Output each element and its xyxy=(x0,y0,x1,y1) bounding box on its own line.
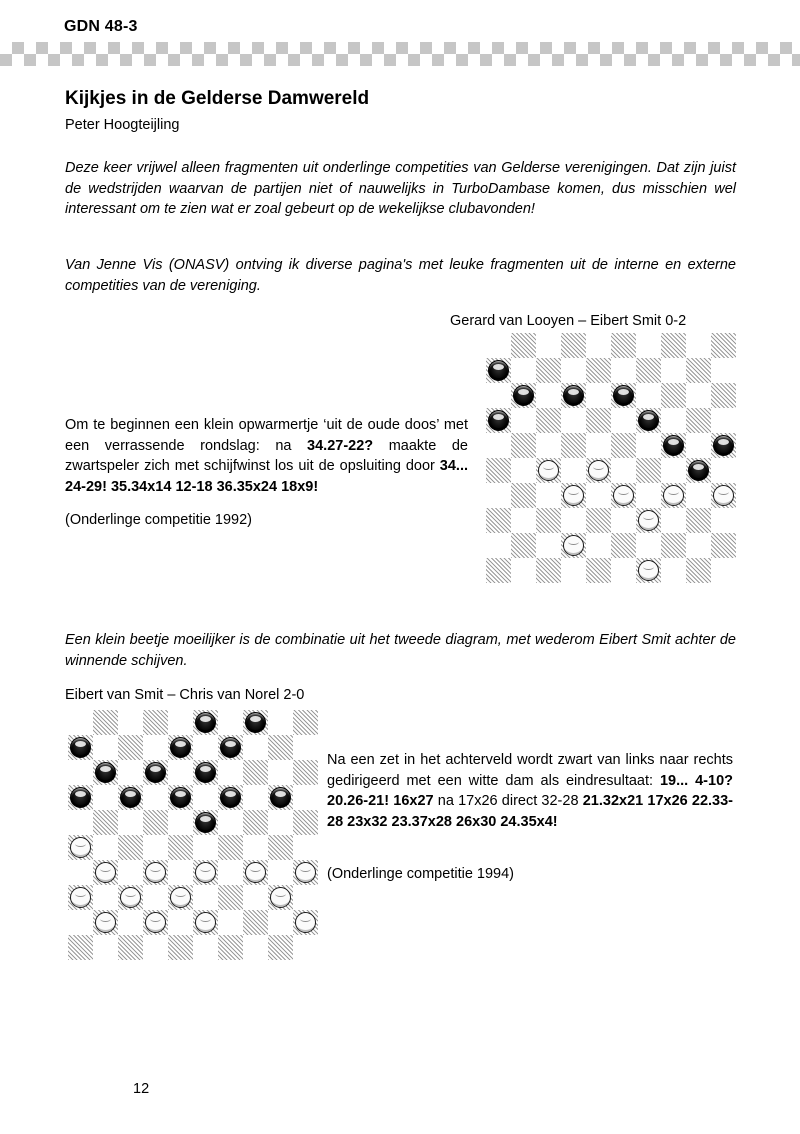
white-piece xyxy=(245,862,266,883)
white-piece xyxy=(70,837,91,858)
checker-band-cell xyxy=(444,42,456,54)
checker-band-cell xyxy=(288,54,300,66)
board-square-light xyxy=(586,533,611,558)
board-square-dark xyxy=(611,533,636,558)
checker-band-cell xyxy=(564,42,576,54)
board-square-dark xyxy=(686,558,711,583)
checker-band-cell xyxy=(180,42,192,54)
checker-band-cell xyxy=(96,54,108,66)
board-square-light xyxy=(68,860,93,885)
board-square-dark xyxy=(661,383,686,408)
board-square-light xyxy=(243,935,268,960)
checker-band-cell xyxy=(108,42,120,54)
checker-band-cell xyxy=(744,54,756,66)
black-piece xyxy=(170,737,191,758)
board-square-light xyxy=(686,383,711,408)
board-square-light xyxy=(93,735,118,760)
checker-band-cell xyxy=(540,42,552,54)
board-square-light xyxy=(611,458,636,483)
board-square-dark xyxy=(168,935,193,960)
board-square-light xyxy=(486,483,511,508)
black-piece xyxy=(563,385,584,406)
white-piece xyxy=(145,912,166,933)
board-square-dark xyxy=(586,508,611,533)
checker-band-cell xyxy=(672,54,684,66)
middle-paragraph: Een klein beetje moeilijker is de combinatie uit het tweede diagram, met wederom Eibert Smit achter de winnende schijven. xyxy=(65,632,736,669)
board-square-light xyxy=(661,558,686,583)
board-square-dark xyxy=(218,835,243,860)
black-piece xyxy=(488,360,509,381)
checker-band-cell xyxy=(324,42,336,54)
board-square-light xyxy=(611,408,636,433)
white-piece xyxy=(70,887,91,908)
black-piece xyxy=(220,737,241,758)
board-square-dark xyxy=(486,508,511,533)
board-square-dark xyxy=(118,835,143,860)
board-square-dark xyxy=(561,433,586,458)
running-head: GDN 48-3 xyxy=(64,18,138,35)
white-piece xyxy=(195,912,216,933)
board-square-light xyxy=(193,935,218,960)
fragment-1-caption: Gerard van Looyen – Eibert Smit 0-2 xyxy=(450,313,687,329)
board-square-light xyxy=(118,810,143,835)
board-square-light xyxy=(686,333,711,358)
draughts-board-1 xyxy=(486,333,736,583)
board-square-light xyxy=(218,910,243,935)
checker-band-cell xyxy=(384,54,396,66)
board-square-dark xyxy=(268,835,293,860)
board-square-dark xyxy=(511,433,536,458)
board-square-light xyxy=(268,810,293,835)
checker-band-row-bottom xyxy=(0,54,800,66)
board-square-dark xyxy=(243,910,268,935)
board-square-light xyxy=(636,333,661,358)
white-piece xyxy=(270,887,291,908)
checker-band-cell xyxy=(132,42,144,54)
checker-band-cell xyxy=(648,54,660,66)
board-square-light xyxy=(611,558,636,583)
checker-band-cell xyxy=(528,54,540,66)
board-square-light xyxy=(68,760,93,785)
white-piece xyxy=(95,912,116,933)
board-square-light xyxy=(511,558,536,583)
board-square-light xyxy=(636,483,661,508)
board-square-light xyxy=(293,785,318,810)
checker-band-cell xyxy=(264,54,276,66)
board-square-dark xyxy=(561,333,586,358)
checker-band-cell xyxy=(696,54,708,66)
board-square-dark xyxy=(711,333,736,358)
checker-band-cell xyxy=(432,54,444,66)
black-piece xyxy=(195,812,216,833)
board-square-light xyxy=(511,408,536,433)
board-square-light xyxy=(611,358,636,383)
intro-paragraph-2: Van Jenne Vis (ONASV) ontving ik diverse pagina's met leuke fragmenten uit de interne en externe competities van de vereniging. xyxy=(65,257,736,294)
board-square-light xyxy=(93,885,118,910)
checker-band-cell xyxy=(756,42,768,54)
black-piece xyxy=(488,410,509,431)
board-square-light xyxy=(143,785,168,810)
board-square-dark xyxy=(611,333,636,358)
board-square-dark xyxy=(168,835,193,860)
black-piece xyxy=(713,435,734,456)
board-square-dark xyxy=(586,408,611,433)
board-square-light xyxy=(636,433,661,458)
board-square-light xyxy=(636,383,661,408)
checker-band-cell xyxy=(204,42,216,54)
board-square-light xyxy=(711,358,736,383)
white-piece xyxy=(663,485,684,506)
black-piece xyxy=(688,460,709,481)
article-author: Peter Hoogteijling xyxy=(65,117,180,133)
black-piece xyxy=(70,787,91,808)
board-square-light xyxy=(218,710,243,735)
board-square-light xyxy=(68,910,93,935)
board-square-light xyxy=(561,508,586,533)
board-square-light xyxy=(536,333,561,358)
board-square-light xyxy=(293,935,318,960)
white-piece xyxy=(295,862,316,883)
text-run-0: Na een zet in het achterveld wordt zwart van links naar rechts gedirigeerd met een witte dam als eindresultaat: xyxy=(327,752,733,789)
black-piece xyxy=(663,435,684,456)
checker-band-cell xyxy=(612,42,624,54)
checker-band-cell xyxy=(0,54,12,66)
black-piece xyxy=(245,712,266,733)
checker-band-cell xyxy=(84,42,96,54)
board-square-light xyxy=(218,810,243,835)
checker-band-cell xyxy=(240,54,252,66)
text-run-3: 21.32x21 17x26 22.33-28 23x32 23.37x28 26x30 24.35x4! xyxy=(327,793,734,830)
black-piece xyxy=(220,787,241,808)
black-piece xyxy=(195,712,216,733)
checker-band-cell xyxy=(144,54,156,66)
board-square-light xyxy=(193,885,218,910)
black-piece xyxy=(270,787,291,808)
checker-band-cell xyxy=(576,54,588,66)
white-piece xyxy=(563,485,584,506)
black-piece xyxy=(613,385,634,406)
white-piece xyxy=(613,485,634,506)
white-piece xyxy=(145,862,166,883)
board-square-dark xyxy=(636,458,661,483)
checker-band-cell xyxy=(336,54,348,66)
board-square-light xyxy=(536,433,561,458)
checker-band-cell xyxy=(24,54,36,66)
checker-band-row-top xyxy=(0,42,800,54)
board-square-light xyxy=(143,835,168,860)
board-square-dark xyxy=(536,508,561,533)
checker-band-cell xyxy=(792,54,800,66)
page-number: 12 xyxy=(133,1081,150,1097)
white-piece xyxy=(170,887,191,908)
checker-band-cell xyxy=(276,42,288,54)
board-square-light xyxy=(268,910,293,935)
board-square-light xyxy=(168,910,193,935)
fragment-1-analysis-text xyxy=(65,415,468,497)
checker-band-cell xyxy=(420,42,432,54)
checker-band-cell xyxy=(624,54,636,66)
checker-band-cell xyxy=(600,54,612,66)
text-run-2: maakte de zwartspeler zich met schijfwinst los uit de opsluiting door xyxy=(65,437,468,474)
board-square-light xyxy=(711,408,736,433)
board-square-light xyxy=(511,508,536,533)
board-square-light xyxy=(168,760,193,785)
board-square-light xyxy=(661,508,686,533)
checker-band-cell xyxy=(660,42,672,54)
checker-band-cell xyxy=(12,42,24,54)
board-square-light xyxy=(268,760,293,785)
board-square-light xyxy=(243,885,268,910)
board-square-light xyxy=(686,533,711,558)
board-square-light xyxy=(118,710,143,735)
board-square-dark xyxy=(686,358,711,383)
board-square-light xyxy=(118,860,143,885)
page-title: Kijkjes in de Gelderse Damwereld xyxy=(65,88,370,109)
board-square-light xyxy=(93,785,118,810)
text-run-3: 34... 24-29! 35.34x14 12-18 36.35x24 18x9! xyxy=(65,458,468,495)
board-square-light xyxy=(143,885,168,910)
fragment-2-source: (Onderlinge competitie 1994) xyxy=(327,866,514,882)
board-square-light xyxy=(611,508,636,533)
checker-band-cell xyxy=(120,54,132,66)
fragment-2-analysis-text xyxy=(327,750,733,832)
board-square-dark xyxy=(711,533,736,558)
board-square-dark xyxy=(143,710,168,735)
checker-band-cell xyxy=(468,42,480,54)
board-square-dark xyxy=(661,333,686,358)
checker-band-cell xyxy=(456,54,468,66)
black-piece xyxy=(95,762,116,783)
white-piece xyxy=(638,510,659,531)
checker-band-cell xyxy=(684,42,696,54)
checker-band-cell xyxy=(708,42,720,54)
white-piece xyxy=(195,862,216,883)
black-piece xyxy=(513,385,534,406)
board-square-light xyxy=(486,433,511,458)
board-square-light xyxy=(586,383,611,408)
board-square-light xyxy=(586,333,611,358)
board-square-light xyxy=(143,935,168,960)
board-square-light xyxy=(193,785,218,810)
board-square-dark xyxy=(486,558,511,583)
board-square-light xyxy=(536,483,561,508)
board-square-light xyxy=(193,735,218,760)
black-piece xyxy=(145,762,166,783)
board-square-light xyxy=(93,935,118,960)
checker-band-cell xyxy=(588,42,600,54)
board-square-dark xyxy=(268,735,293,760)
board-square-light xyxy=(711,508,736,533)
board-square-light xyxy=(93,835,118,860)
checker-band-cell xyxy=(72,54,84,66)
checker-band-cell xyxy=(216,54,228,66)
board-square-light xyxy=(218,860,243,885)
board-square-dark xyxy=(536,358,561,383)
fragment-1-source: (Onderlinge competitie 1992) xyxy=(65,512,252,528)
board-square-dark xyxy=(293,710,318,735)
board-square-dark xyxy=(93,710,118,735)
checker-band-cell xyxy=(408,54,420,66)
checker-band-cell xyxy=(36,42,48,54)
board-square-light xyxy=(268,860,293,885)
board-square-light xyxy=(143,735,168,760)
board-square-light xyxy=(118,910,143,935)
board-square-dark xyxy=(243,760,268,785)
board-square-dark xyxy=(118,735,143,760)
board-square-dark xyxy=(686,408,711,433)
decorative-checker-band xyxy=(0,42,800,66)
board-square-light xyxy=(68,810,93,835)
board-square-light xyxy=(511,458,536,483)
board-square-light xyxy=(168,810,193,835)
board-square-light xyxy=(118,760,143,785)
board-square-dark xyxy=(118,935,143,960)
board-square-dark xyxy=(293,810,318,835)
board-square-light xyxy=(661,358,686,383)
board-square-light xyxy=(168,860,193,885)
board-square-light xyxy=(536,383,561,408)
board-square-dark xyxy=(636,358,661,383)
board-square-light xyxy=(168,710,193,735)
checker-band-cell xyxy=(228,42,240,54)
board-square-light xyxy=(243,835,268,860)
board-square-dark xyxy=(686,508,711,533)
board-square-light xyxy=(561,558,586,583)
white-piece xyxy=(95,862,116,883)
text-run-1: 34.27-22? xyxy=(307,437,374,454)
board-square-light xyxy=(686,433,711,458)
board-square-light xyxy=(293,835,318,860)
checker-band-cell xyxy=(636,42,648,54)
board-square-light xyxy=(661,408,686,433)
board-square-light xyxy=(193,835,218,860)
white-piece xyxy=(638,560,659,581)
checker-band-cell xyxy=(156,42,168,54)
board-square-light xyxy=(68,710,93,735)
white-piece xyxy=(713,485,734,506)
board-square-dark xyxy=(511,483,536,508)
board-square-dark xyxy=(511,533,536,558)
board-square-light xyxy=(561,408,586,433)
board-square-dark xyxy=(586,558,611,583)
white-piece xyxy=(120,887,141,908)
board-square-light xyxy=(218,760,243,785)
checker-band-cell xyxy=(480,54,492,66)
board-square-light xyxy=(243,735,268,760)
board-square-dark xyxy=(486,458,511,483)
board-square-dark xyxy=(536,408,561,433)
board-square-dark xyxy=(218,935,243,960)
checker-band-cell xyxy=(192,54,204,66)
board-square-dark xyxy=(511,333,536,358)
board-square-light xyxy=(486,333,511,358)
board-square-dark xyxy=(611,433,636,458)
board-square-dark xyxy=(711,383,736,408)
board-square-light xyxy=(293,735,318,760)
board-square-light xyxy=(686,483,711,508)
draughts-board-2 xyxy=(68,710,318,960)
black-piece xyxy=(170,787,191,808)
board-square-dark xyxy=(268,935,293,960)
checker-band-cell xyxy=(348,42,360,54)
checker-band-cell xyxy=(48,54,60,66)
board-square-dark xyxy=(143,810,168,835)
board-square-light xyxy=(586,433,611,458)
board-square-light xyxy=(711,558,736,583)
board-square-light xyxy=(561,458,586,483)
fragment-2-caption: Eibert van Smit – Chris van Norel 2-0 xyxy=(65,687,305,703)
board-square-light xyxy=(536,533,561,558)
board-square-dark xyxy=(536,558,561,583)
text-run-1: 19... 4-10? 20.26-21! 16x27 xyxy=(327,772,733,809)
board-square-light xyxy=(243,785,268,810)
checker-band-cell xyxy=(300,42,312,54)
board-square-dark xyxy=(218,885,243,910)
board-square-light xyxy=(486,533,511,558)
checker-band-cell xyxy=(60,42,72,54)
board-square-light xyxy=(486,383,511,408)
board-square-light xyxy=(561,358,586,383)
checker-band-cell xyxy=(312,54,324,66)
checker-band-cell xyxy=(768,54,780,66)
checker-band-cell xyxy=(780,42,792,54)
board-square-light xyxy=(661,458,686,483)
board-square-light xyxy=(636,533,661,558)
board-square-dark xyxy=(293,760,318,785)
board-square-light xyxy=(293,885,318,910)
board-square-light xyxy=(268,710,293,735)
checker-band-cell xyxy=(732,42,744,54)
board-square-light xyxy=(586,483,611,508)
black-piece xyxy=(195,762,216,783)
board-square-dark xyxy=(243,810,268,835)
board-square-dark xyxy=(661,533,686,558)
board-square-dark xyxy=(586,358,611,383)
white-piece xyxy=(588,460,609,481)
checker-band-cell xyxy=(396,42,408,54)
checker-band-cell xyxy=(504,54,516,66)
text-run-2: na 17x26 direct 32-28 xyxy=(433,793,583,809)
white-piece xyxy=(295,912,316,933)
checker-band-cell xyxy=(252,42,264,54)
white-piece xyxy=(563,535,584,556)
board-square-light xyxy=(711,458,736,483)
checker-band-cell xyxy=(720,54,732,66)
checker-band-cell xyxy=(168,54,180,66)
white-piece xyxy=(538,460,559,481)
checker-band-cell xyxy=(516,42,528,54)
checker-band-cell xyxy=(360,54,372,66)
checker-band-cell xyxy=(372,42,384,54)
checker-band-cell xyxy=(492,42,504,54)
black-piece xyxy=(638,410,659,431)
text-run-0: Om te beginnen een klein opwarmertje ‘uit de oude doos’ met een verrassende rondslag: na xyxy=(65,417,468,454)
black-piece xyxy=(120,787,141,808)
black-piece xyxy=(70,737,91,758)
intro-paragraph-1: Deze keer vrijwel alleen fragmenten uit onderlinge competities van Gelderse verenigingen. Dat zijn juist de wedstrijden waarvan de partijen niet of nauwelijks in TurboDambase komen, dus misschien wel interessant om te zien wat er zoal gebeurt op de wekelijkse clubavonden! xyxy=(65,160,736,217)
checker-band-cell xyxy=(552,54,564,66)
board-square-dark xyxy=(68,935,93,960)
board-square-light xyxy=(511,358,536,383)
board-square-dark xyxy=(93,810,118,835)
